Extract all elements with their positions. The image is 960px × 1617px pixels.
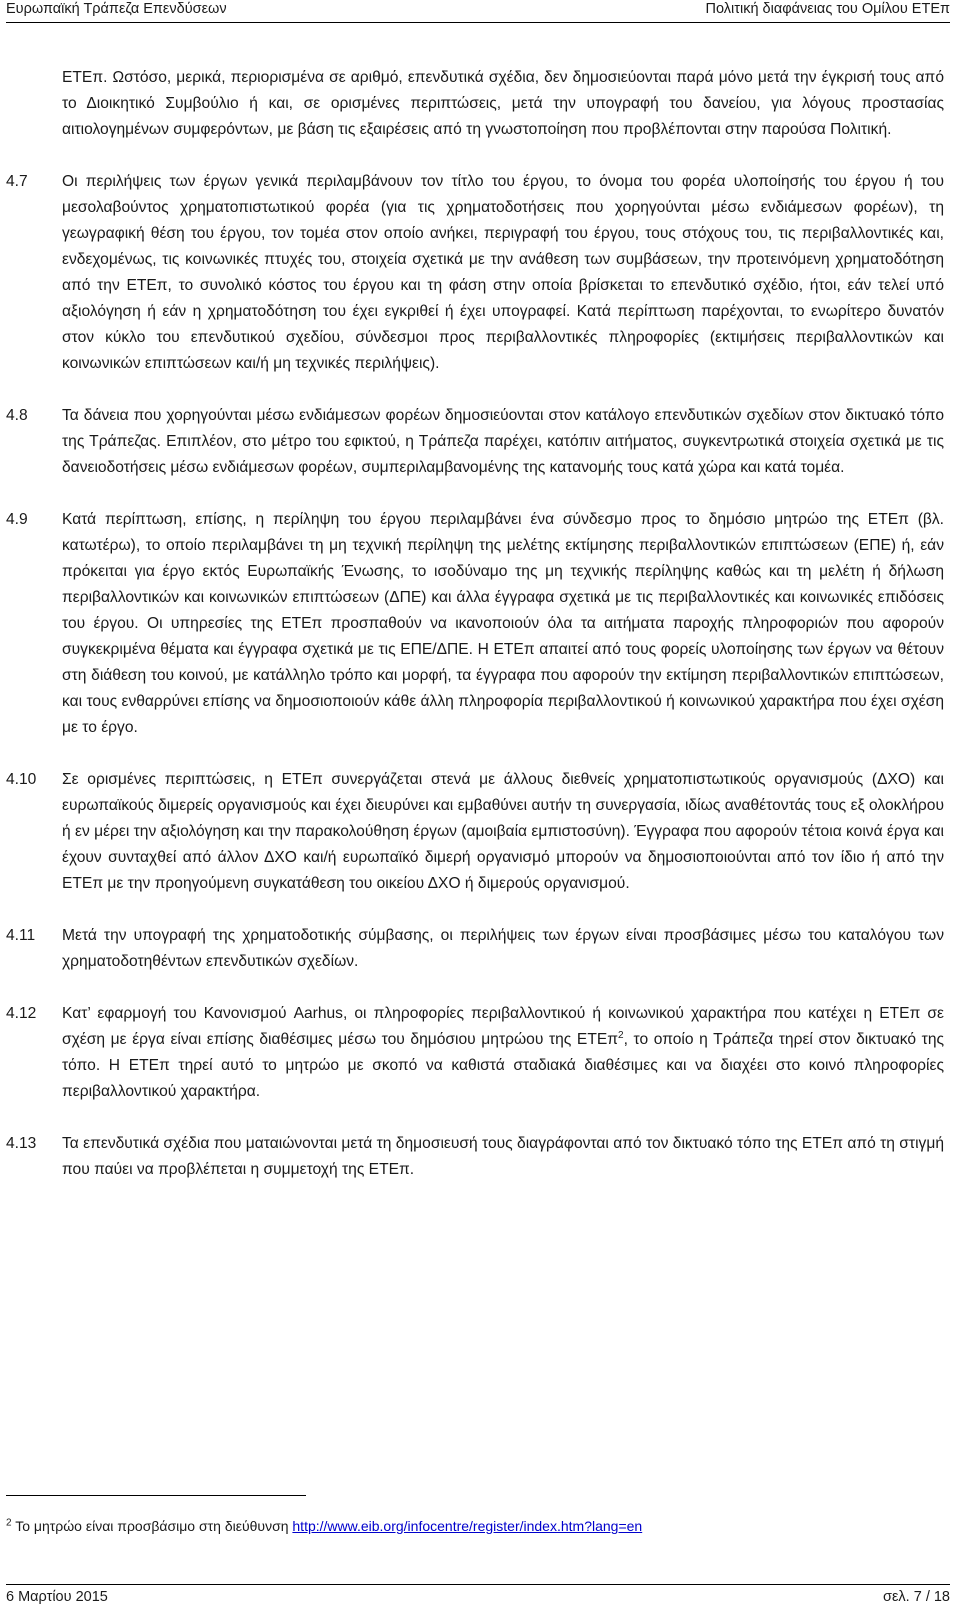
section-4-7	[6, 169, 944, 377]
section-number: 4.8	[6, 407, 28, 424]
footnote-text: Το μητρώο είναι προσβάσιμο στη διεύθυνση	[11, 1518, 293, 1534]
footnote-reference[interactable]: 2	[618, 1029, 624, 1041]
section-text-part-b: , το οποίο η Τράπεζα τηρεί στον δικτυακό της τόπο. Η ΕΤΕπ τηρεί αυτό το μητρώο με σκοπό να καθιστά σταδιακά διαθέσιμες και να διαχέει στο κοινό πληροφορίες περιβαλλοντικού χαρακτήρα.	[62, 1031, 945, 1100]
intro-paragraph: ΕΤΕπ. Ωστόσο, μερικά, περιορισμένα σε αριθμό, επενδυτικά σχέδια, δεν δημοσιεύονται παρά μόνο μετά την έγκρισή τους από το Διοικητικό Συμβούλιο ή και, σε ορισμένες περιπτώσεις, μετά την υπογραφή του δανείου, για λόγους προστασίας αιτιολογημένων συμφερόντων, με βάση τις εξαιρέσεις από τη γνωστοποίηση που προβλέπονται στην παρούσα Πολιτική.	[62, 69, 944, 138]
section-text	[62, 1001, 944, 1105]
section-text: Οι περιλήψεις των έργων γενικά περιλαμβάνουν τον τίτλο του έργου, το όνομα του φορέα υλοποίησής του έργου ή του μεσολαβούντος χρηματοπιστωτικού φορέα (για τις χρηματοδοτήσεις που χορηγούνται μέσω ενδιάμεσων φορέων), τη γεωγραφική θέση του έργου, τον τομέα στον οποίο ανήκει, περιγραφή του έργου, τους στόχους του, τις περιβαλλοντικές και, ενδεχομένως, τις κοινωνικές πτυχές του, στοιχεία σχετικά με την ανάθεση των συμβάσεων, την προτεινόμενη χρηματοδότηση από την ΕΤΕπ, το συνολικό κόστος του έργου και τη φάση στην οποία βρίσκεται το επενδυτικό σχέδιο, ήτοι, εάν τελεί υπό αξιολόγηση ή εάν η χρηματοδότηση του έχει εγκριθεί ή έχει υπογραφεί. Κατά περίπτωση παρέχονται, το ενωρίτερο δυνατόν στον κύκλο του επενδυτικού σχεδίου, σύνδεσμοι προς περιβαλλοντικές πληροφορίες (εκτιμήσεις περιβαλλοντικών και κοινωνικών επιπτώσεων και/ή μη τεχνικές περιλήψεις).	[62, 173, 944, 372]
footnote	[6, 1516, 944, 1536]
section-text: Σε ορισμένες περιπτώσεις, η ΕΤΕπ συνεργάζεται στενά με άλλους διεθνείς χρηματοπιστωτικούς οργανισμούς (ΔΧΟ) και ευρωπαϊκούς διμερείς οργανισμούς και έχει διευρύνει και εμβαθύνει αυτήν τη συνεργασία, ιδίως αναθέτοντάς τους εξ ολοκλήρου ή εν μέρει την αξιολόγηση και την παρακολούθηση έργων (αμοιβαία εμπιστοσύνη). Έγγραφα που αφορούν τέτοια κοινά έργα και έχουν συνταχθεί από άλλον ΔΧΟ και/ή ευρωπαϊκό διμερή οργανισμό μπορούν να δημοσιοποιούνται από τον ίδιο ή από την ΕΤΕπ με την προηγούμενη συγκατάθεση του οικείου ΔΧΟ ή διμερούς οργανισμού.	[62, 771, 944, 892]
section-4-11	[6, 923, 944, 975]
footnote-number: 2	[6, 1517, 12, 1529]
section-number: 4.10	[6, 771, 37, 788]
section-number: 4.11	[6, 927, 36, 944]
section-text-part-a: Κατ’ εφαρμογή του Κανονισμού Aarhus, οι πληροφορίες περιβαλλοντικού ή κοινωνικού χαρακτήρα που κατέχει η ΕΤΕπ σε σχέση με έργα είναι επίσης διαθέσιμες μέσω του δημόσιου μητρώου της ΕΤΕπ	[62, 1005, 944, 1048]
footnote-separator	[6, 1495, 306, 1496]
section-text: Κατά περίπτωση, επίσης, η περίληψη του έργου περιλαμβάνει ένα σύνδεσμο προς το δημόσιο μητρώο της ΕΤΕπ (βλ. κατωτέρω), το οποίο περιλαμβάνει τη μη τεχνική περίληψη της μελέτης εκτίμησης περιβαλλοντικών επιπτώσεων (ΕΠΕ) ή, εάν πρόκειται για έργο εκτός Ευρωπαϊκής Ένωσης, το ισοδύναμο της μη τεχνικής περίληψης καθώς και τη μελέτη ή δήλωση περιβαλλοντικών και κοινωνικών επιπτώσεων (ΔΠΕ) και άλλα έγγραφα σχετικά με τις περιβαλλοντικές και κοινωνικές επιδόσεις του έργου. Οι υπηρεσίες της ΕΤΕπ προσπαθούν να ικανοποιούν όλα τα αιτήματα παροχής πληροφοριών που αφορούν συγκεκριμένα θέματα και έγγραφα σχετικά με τις ΕΠΕ/ΔΠΕ. Η ΕΤΕπ απαιτεί από τους φορείς υλοποίησης των έργων να θέτουν στη διάθεση του κοινού, με κατάλληλο τρόπο και μορφή, τα έγγραφα που αφορούν την εκτίμηση περιβαλλοντικών επιπτώσεων, και τους ενθαρρύνει επίσης να δημοσιοποιούν κάθε άλλη πληροφορία περιβαλλοντικού ή κοινωνικού χαρακτήρα που έχει σχέση με το έργο.	[62, 511, 944, 736]
section-4-13	[6, 1131, 944, 1183]
section-text: Τα επενδυτικά σχέδια που ματαιώνονται μετά τη δημοσιευσή τους διαγράφονται από τον δικτυακό τόπο της ΕΤΕπ από τη στιγμή που παύει να προβλέπεται η συμμετοχή της ΕΤΕπ.	[62, 1135, 944, 1178]
footer-date: 6 Μαρτίου 2015	[6, 1589, 108, 1605]
section-number: 4.13	[6, 1135, 37, 1152]
section-4-9	[6, 507, 944, 741]
section-4-8	[6, 403, 944, 481]
section-text: Τα δάνεια που χορηγούνται μέσω ενδιάμεσων φορέων δημοσιεύονται στον κατάλογο επενδυτικών σχεδίων στον δικτυακό τόπο της Τράπεζας. Επιπλέον, στο μέτρο του εφικτού, η Τράπεζα παρέχει, κατόπιν αιτήματος, συγκεντρωτικά στοιχεία σχετικά με τις δανειοδοτήσεις μέσω ενδιάμεσων φορέων, συμπεριλαμβανομένης της κατανομής τους κατά χώρα και κατά τομέα.	[62, 407, 944, 476]
register-link[interactable]: http://www.eib.org/infocentre/register/index.htm?lang=en	[292, 1518, 643, 1534]
page-number: σελ. 7 / 18	[883, 1589, 950, 1605]
section-text: Μετά την υπογραφή της χρηματοδοτικής σύμβασης, οι περιλήψεις των έργων είναι προσβάσιμες μέσω του καταλόγου των χρηματοδοτηθέντων επενδυτικών σχεδίων.	[62, 927, 944, 970]
section-number: 4.12	[6, 1005, 37, 1022]
section-4-12	[6, 1001, 945, 1105]
section-number: 4.7	[6, 173, 28, 190]
page-header	[6, 0, 950, 23]
header-organization: Ευρωπαϊκή Τράπεζα Επενδύσεων	[6, 1, 227, 17]
document-body	[6, 65, 945, 1209]
page-footer	[6, 1584, 950, 1611]
section-number: 4.9	[6, 511, 28, 528]
header-document-title: Πολιτική διαφάνειας του Ομίλου ΕΤΕπ	[705, 1, 950, 17]
section-4-10	[6, 767, 944, 897]
